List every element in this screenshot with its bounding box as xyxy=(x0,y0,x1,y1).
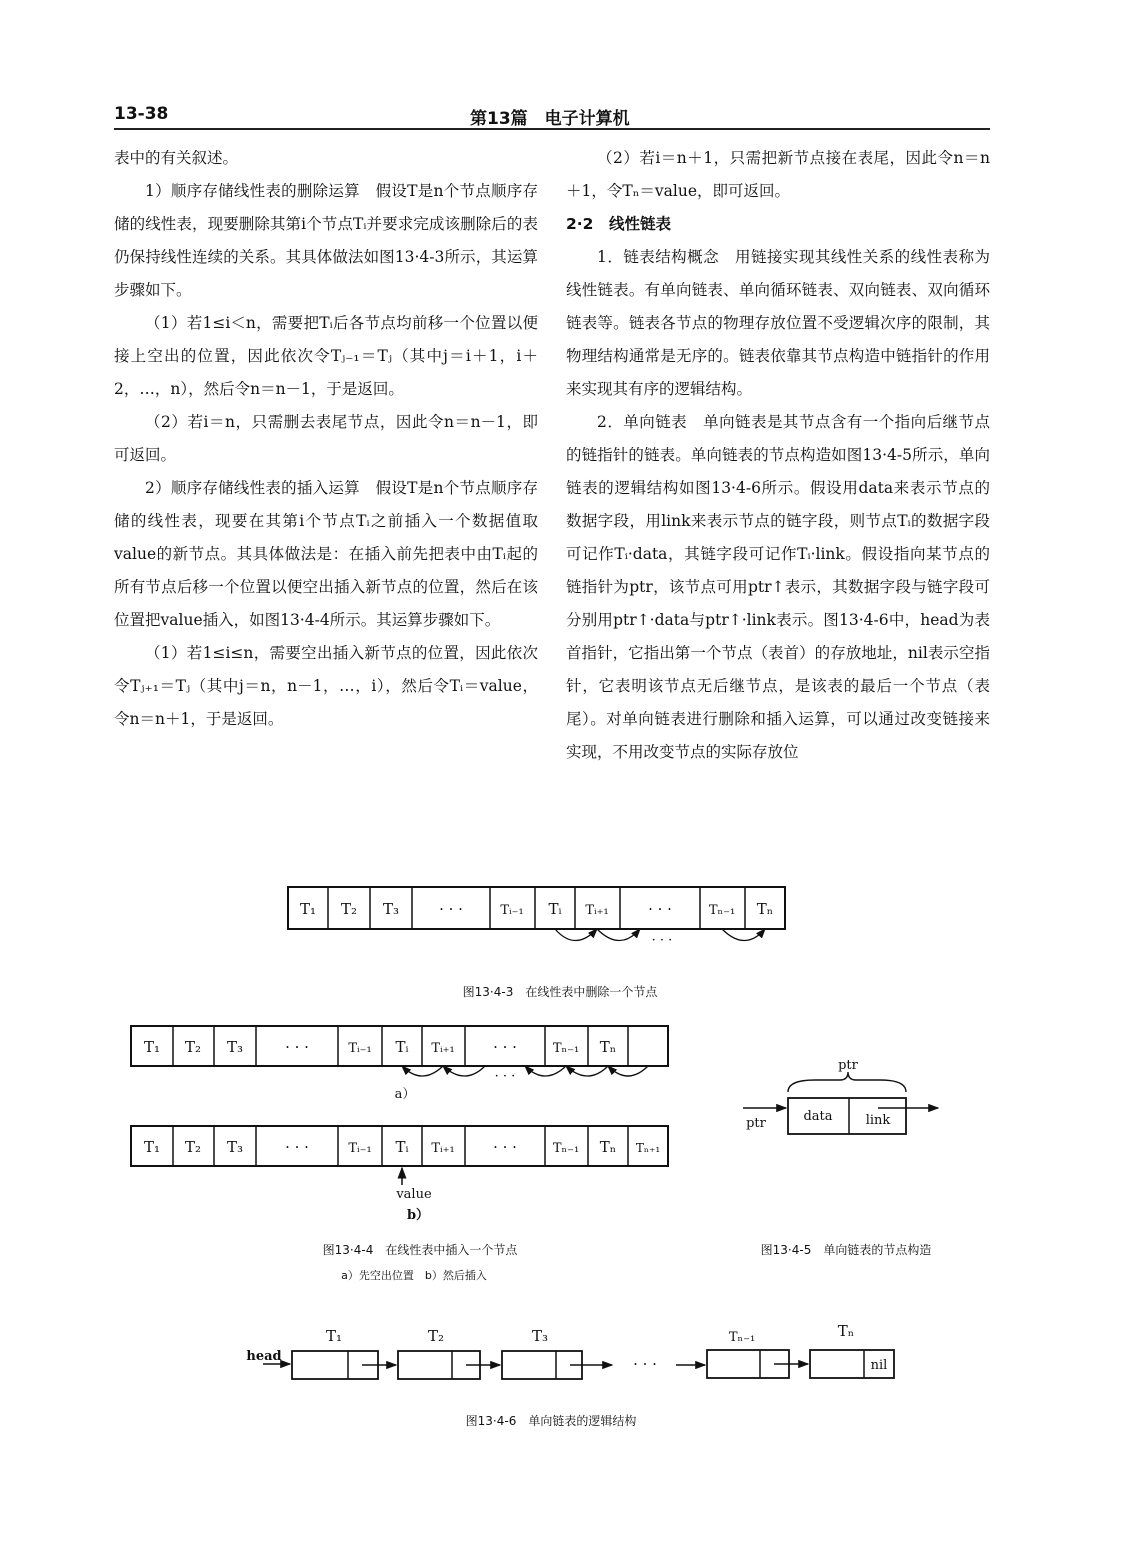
paragraph: 表中的有关叙述。 xyxy=(114,149,239,167)
link-field: link xyxy=(865,1113,891,1128)
figure-caption: 图13·4-3 在线性表中删除一个节点 xyxy=(462,985,658,999)
cell-label: Tₙ₋₁ xyxy=(552,1041,580,1056)
paragraph: （2）若i＝n，只需删去表尾节点，因此令n＝n－1，即可返回。 xyxy=(114,413,538,464)
paragraph: 2）顺序存储线性表的插入运算 假设T是n个节点顺序存储的线性表，现要在其第i个节点Tᵢ之前插入一个数据值取value的新节点。其具体做法是：在插入前先把表中由Tᵢ起的所有节点后移一个位置以便空出插入新节点的位置，然后在该位置把value插入，如图13·4-4所示。其运算步骤如下。 xyxy=(114,479,538,629)
paragraph: （1）若1≤i≤n，需要空出插入新节点的位置，因此依次令Tⱼ₊₁＝Tⱼ（其中j＝n，n－1，…，i），然后令Tᵢ＝value，令n＝n＋1，于是返回。 xyxy=(114,644,538,728)
subfigure-label: a） xyxy=(394,1087,416,1102)
cell-label: Tₙ xyxy=(599,1038,617,1056)
cell-label: T₁ xyxy=(143,1138,161,1156)
paragraph: 2．单向链表 单向链表是其节点含有一个指向后继节点的链指针的链表。单向链表的节点构造如图13·4-5所示，单向链表的逻辑结构如图13·4-6所示。假设用data来表示节点的数据字段，用link来表示节点的链字段，则节点Tᵢ的数据字段可记作Tᵢ·data，其链字段可记作Tᵢ·link。假设指向某节点的链指针为ptr，该节点可用ptr↑表示，其数据字段与链字段可分别用ptr↑·data与ptr↑·link表示。图13·4-6中，head为表首指针，它指出第一个节点（表首）的存放地址，nil表示空指针，它表明该节点无后继节点，是该表的最后一个节点（表尾）。对单向链表进行删除和插入运算，可以通过改变链接来实现，不用改变节点的实际存放位 xyxy=(566,413,990,761)
cell-label: Tᵢ₋₁ xyxy=(348,1041,372,1056)
data-field: data xyxy=(803,1109,833,1124)
cell-label: Tₙ₋₁ xyxy=(552,1141,580,1156)
figure-13-4-4a xyxy=(131,1026,668,1102)
cell-label: Tᵢ xyxy=(548,900,562,918)
cell-label: T₃ xyxy=(382,900,400,918)
cell-label: T₂ xyxy=(184,1138,202,1156)
section-heading: 2·2 线性链表 xyxy=(566,215,671,233)
paragraph: （1）若1≤i＜n，需要把Tᵢ后各节点均前移一个位置以便接上空出的位置，因此依次令Tⱼ₋₁＝Tⱼ（其中j＝i＋1，i＋2，…，n），然后令n＝n－1，于是返回。 xyxy=(114,314,538,398)
cell-label: Tₙ xyxy=(756,900,774,918)
cell-label: Tᵢ₊₁ xyxy=(431,1141,455,1156)
node-label: Tₙ₋₁ xyxy=(728,1330,756,1345)
cell-label: Tᵢ xyxy=(395,1038,409,1056)
cell-label: T₁ xyxy=(299,900,317,918)
cell-label: Tᵢ₊₁ xyxy=(431,1041,455,1056)
figure-13-4-3 xyxy=(288,887,785,948)
paragraph: 1．链表结构概念 用链接实现其线性关系的线性表称为线性链表。有单向链表、单向循环链表、双向链表、双向循环链表等。链表各节点的物理存放位置不受逻辑次序的限制，其物理结构通常是无序的。链表依靠其节点构造中链指针的作用来实现其有序的逻辑结构。 xyxy=(566,248,990,398)
cell-label: T₂ xyxy=(184,1038,202,1056)
cell-label: T₁ xyxy=(143,1038,161,1056)
paragraph: 1）顺序存储线性表的删除运算 假设T是n个节点顺序存储的线性表，现要删除其第i个节点Tᵢ并要求完成该删除后的表仍保持线性连续的关系。其具体做法如图13·4-3所示，其运算步骤如下。 xyxy=(114,182,538,299)
cell-label: T₃ xyxy=(226,1038,244,1056)
figure-caption: 图13·4-4 在线性表中插入一个节点 xyxy=(322,1243,518,1257)
node-label: T₂ xyxy=(427,1327,445,1345)
cell-label: Tᵢ xyxy=(395,1138,409,1156)
dots: · · · xyxy=(633,1355,657,1373)
figure-caption: 图13·4-6 单向链表的逻辑结构 xyxy=(465,1414,637,1428)
head-label: head xyxy=(246,1349,282,1364)
figure-13-4-5 xyxy=(743,1058,938,1134)
ptr-label: ptr xyxy=(838,1058,858,1073)
cell-label: · · · xyxy=(648,900,672,918)
cell-label: Tₙ₊₁ xyxy=(635,1141,661,1155)
paragraph: （2）若i＝n＋1，只需把新节点接在表尾，因此令n＝n＋1，令Tₙ＝value，即可返回。 xyxy=(566,149,990,200)
dots: · · · xyxy=(651,933,673,948)
node-label: Tₙ xyxy=(837,1322,855,1340)
part-title: 第13篇 电子计算机 xyxy=(470,109,630,129)
cell-label: · · · xyxy=(439,900,463,918)
subfigure-label: b） xyxy=(406,1208,430,1223)
figure-13-4-4b xyxy=(131,1126,668,1223)
cell-label: Tₙ₋₁ xyxy=(708,903,736,918)
page-number: 13-38 xyxy=(114,104,169,124)
node-label: T₁ xyxy=(325,1327,343,1345)
cell-label: · · · xyxy=(493,1038,517,1056)
nil-label: nil xyxy=(870,1358,888,1373)
dots: · · · xyxy=(494,1069,516,1084)
figure-caption: 图13·4-5 单向链表的节点构造 xyxy=(760,1243,932,1257)
cell-label: T₃ xyxy=(226,1138,244,1156)
cell-label: Tᵢ₋₁ xyxy=(500,903,524,918)
ptr-label: ptr xyxy=(746,1116,766,1131)
value-label: value xyxy=(396,1187,432,1202)
cell-label: T₂ xyxy=(340,900,358,918)
figure-13-4-6 xyxy=(246,1322,894,1379)
figure-subcaption: a）先空出位置 b）然后插入 xyxy=(341,1269,487,1282)
cell-label: · · · xyxy=(493,1138,517,1156)
cell-label: Tᵢ₋₁ xyxy=(348,1141,372,1156)
cell-label: · · · xyxy=(285,1038,309,1056)
cell-label: Tᵢ₊₁ xyxy=(585,903,609,918)
node-label: T₃ xyxy=(531,1327,549,1345)
cell-label: Tₙ xyxy=(599,1138,617,1156)
cell-label: · · · xyxy=(285,1138,309,1156)
